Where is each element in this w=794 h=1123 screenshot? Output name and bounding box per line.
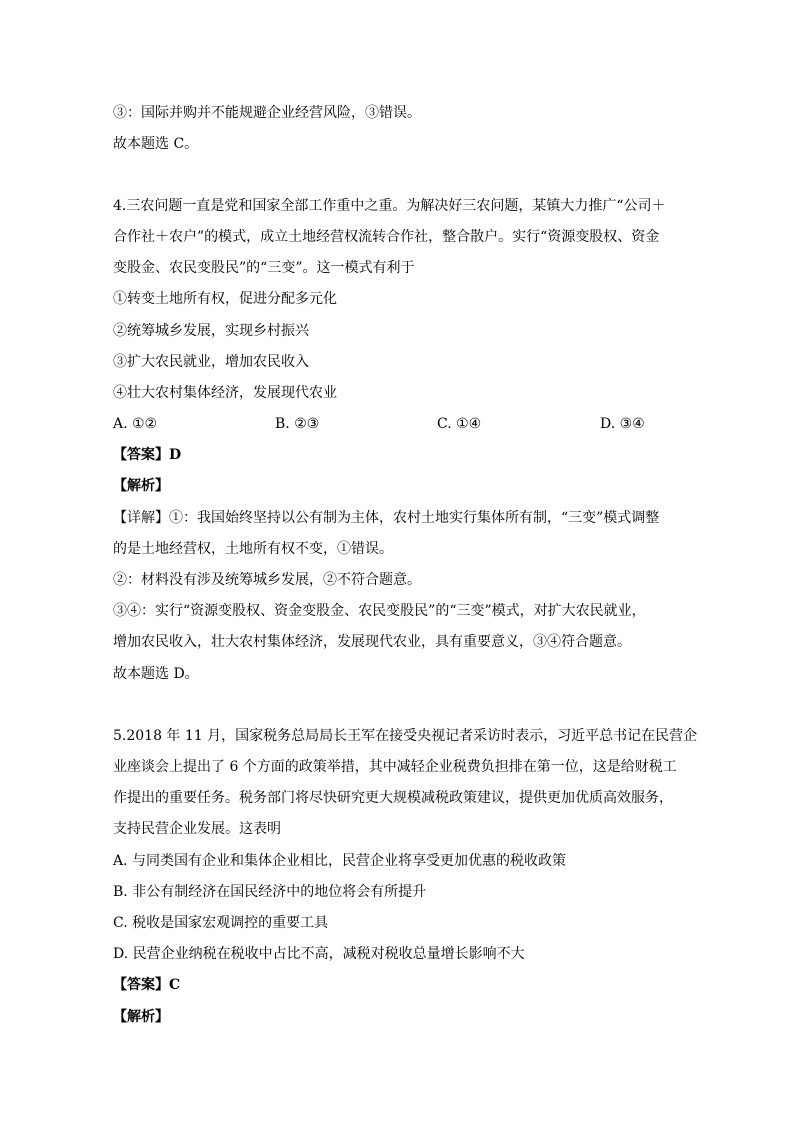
q5-option-c: C. 税收是国家宏观调控的重要工具	[113, 915, 329, 931]
q4-statement-2: ②统筹城乡发展，实现乡村振兴	[113, 323, 309, 339]
q5-answer: 【答案】C	[113, 977, 181, 993]
q4-analysis-label: 【解析】	[113, 478, 169, 494]
q5-stem-line-3: 作提出的重要任务。税务部门将尽快研究更大规模减税政策建议，提供更加优质高效服务，	[113, 790, 673, 806]
q5-stem-line-4: 支持民营企业发展。这表明	[113, 821, 281, 837]
q4-stem-line-2: 合作社＋农户”的模式，成立土地经营权流转合作社，整合散户。实行“资源变股权、资金	[113, 229, 660, 245]
q4-option-b: B. ②③	[275, 416, 320, 432]
q4-detail-line-5: 增加农民收入，壮大农村集体经济，发展现代农业，具有重要意义，③④符合题意。	[113, 634, 631, 650]
q5-option-b: B. 非公有制经济在国民经济中的地位将会有所提升	[113, 884, 427, 900]
q4-detail-line-4: ③④：实行“资源变股权、资金变股金、农民变股民”的“三变”模式，对扩大农民就业，	[113, 603, 646, 619]
q4-option-a: A. ①②	[113, 416, 158, 432]
q5-analysis-label: 【解析】	[113, 1009, 169, 1025]
q5-option-d: D. 民营企业纳税在税收中占比不高，减税对税收总量增长影响不大	[113, 946, 525, 962]
q4-option-c: C. ①④	[437, 416, 482, 432]
q5-option-a: A. 与同类国有企业和集体企业相比，民营企业将享受更加优惠的税收政策	[113, 853, 567, 869]
q4-option-d: D. ③④	[600, 416, 645, 432]
q5-stem-line-2: 业座谈会上提出了 6 个方面的政策举措，其中减轻企业税费负担排在第一位，这是给财税工	[113, 759, 677, 775]
q3-analysis-line: ③：国际并购并不能规避企业经营风险，③错误。	[113, 105, 421, 121]
q5-stem-line-1: 5.2018 年 11 月，国家税务总局局长王军在接受央视记者采访时表示，习近平总书记在民营企	[113, 728, 698, 744]
q4-answer: 【答案】D	[113, 447, 182, 463]
q4-statement-3: ③扩大农民就业，增加农民收入	[113, 354, 309, 370]
q4-statement-4: ④壮大农村集体经济，发展现代农业	[113, 385, 337, 401]
q4-detail-line-3: ②：材料没有涉及统筹城乡发展，②不符合题意。	[113, 572, 421, 588]
q4-detail-line-2: 的是土地经营权，土地所有权不变，①错误。	[113, 541, 393, 557]
q4-conclusion: 故本题选 D。	[113, 666, 199, 682]
q4-detail-line-1: 【详解】①：我国始终坚持以公有制为主体，农村土地实行集体所有制，“三变”模式调整	[113, 510, 660, 526]
q4-statement-1: ①转变土地所有权，促进分配多元化	[113, 291, 337, 307]
q4-stem-line-3: 变股金、农民变股民”的“三变”。这一模式有利于	[113, 260, 415, 276]
q3-conclusion: 故本题选 C。	[113, 136, 199, 152]
q4-stem-line-1: 4.三农问题一直是党和国家全部工作重中之重。为解决好三农问题，某镇大力推广“公司＋	[113, 198, 666, 214]
